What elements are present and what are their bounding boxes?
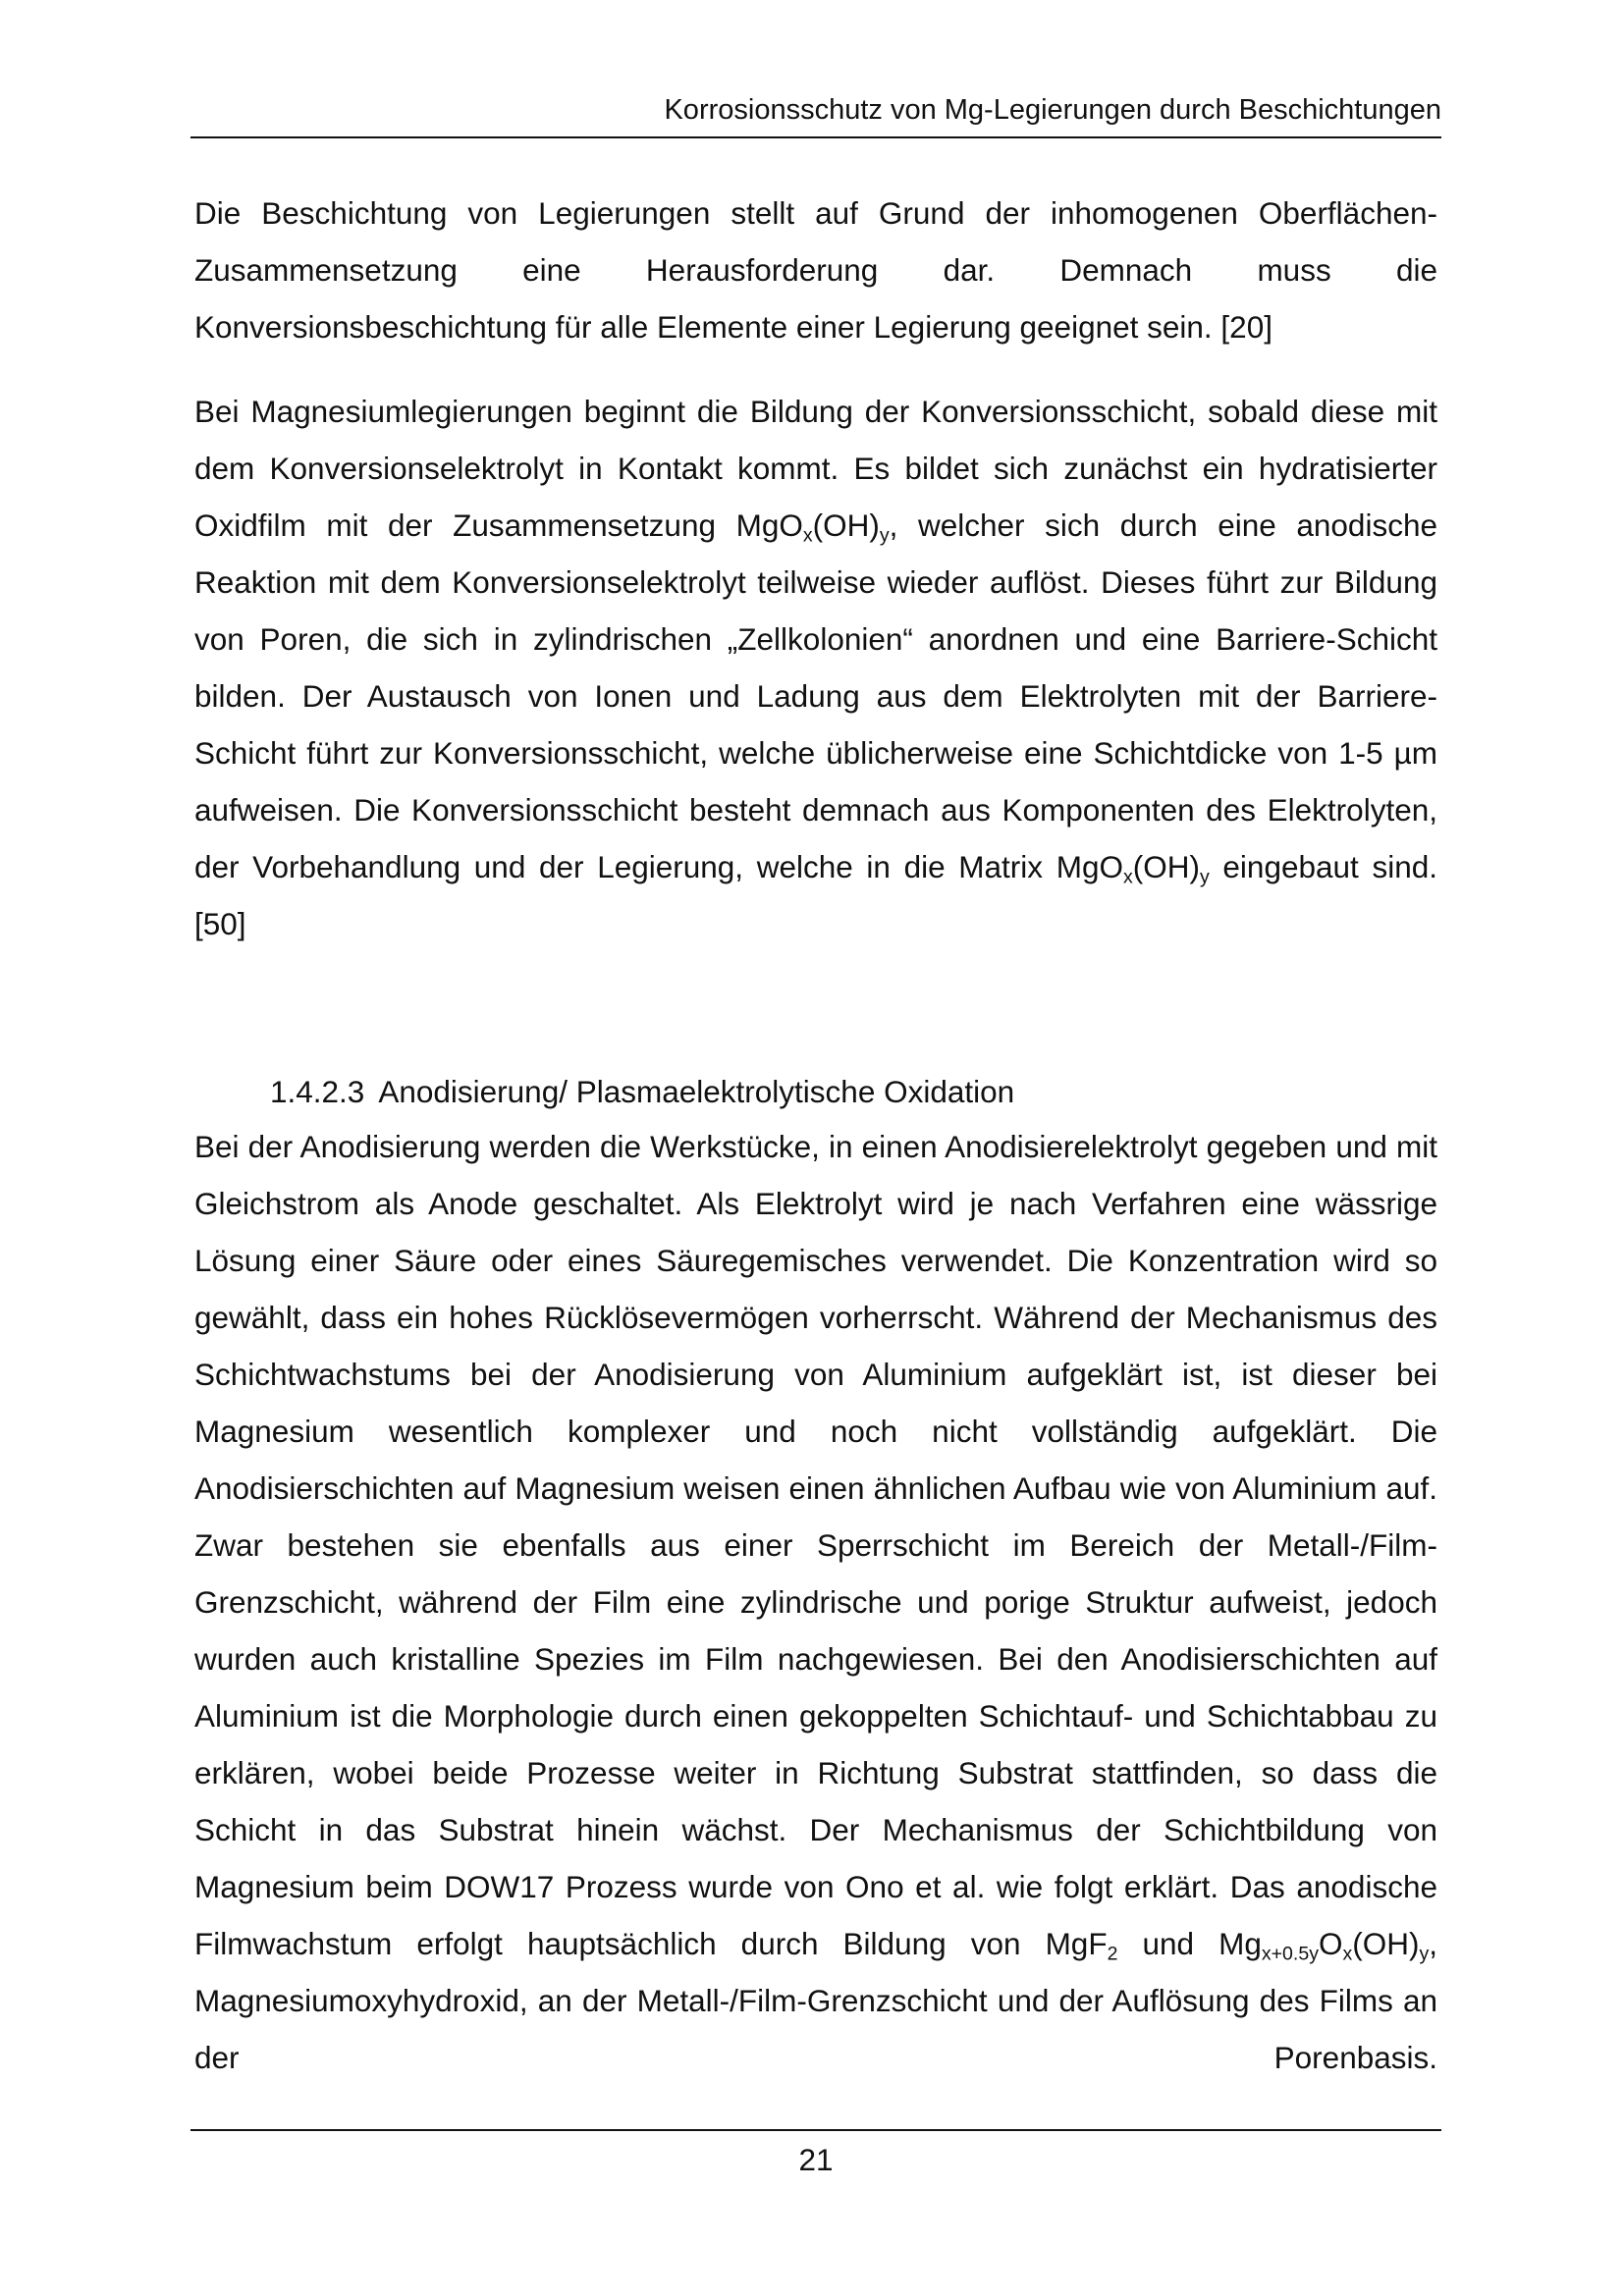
section-title: Anodisierung/ Plasmaelektrolytische Oxidation xyxy=(378,1074,1015,1109)
paragraph-anodizing xyxy=(194,1118,1437,2086)
text-segment: Bei der Anodisierung werden die Werkstücke, in einen Anodisierelektrolyt gegeben und mit Gleichstrom als Anode geschaltet. Als Elektrolyt wird je nach Verfahren eine wässrige Lösung einer Säure oder eines Säuregemisches verwendet. Die Konzentration wird so gewählt, dass ein hohes Rücklösevermögen vorherrscht. Während der Mechanismus des Schichtwachstums bei der Anodisierung von Aluminium aufgeklärt ist, ist dieser bei Magnesium wesentlich komplexer und noch nicht vollständig aufgeklärt. Die Anodisierschichten auf Magnesium weisen einen ähnlichen Aufbau wie von Aluminium auf. Zwar bestehen sie ebenfalls aus einer Sperrschicht im Bereich der Metall-/Film-Grenzschicht, während der Film eine zylindrische und porige Struktur aufweist, jedoch wurden auch kristalline Spezies im Film nachgewiesen. Bei den Anodisierschichten auf Aluminium ist die Morphologie durch einen gekoppelten Schichtauf- und Schichtabbau zu erklären, wobei beide Prozesse weiter in Richtung Substrat stattfinden, so dass die Schicht in das Substrat hinein wächst. Der Mechanismus der Schichtbildung von Magnesium beim DOW17 Prozess wurde von Ono et al. wie folgt erklärt. Das anodische Filmwachstum erfolgt hauptsächlich durch Bildung von xyxy=(194,1129,1437,1961)
formula-mgf2: MgF$_2$ xyxy=(1045,1926,1118,1965)
section-number: 1.4.2.3 xyxy=(270,1074,365,1109)
formula-mgox-oh-y: $MgO_x(OH)_y$ xyxy=(735,507,890,547)
running-header: Korrosionsschutz von Mg-Legierungen durch Beschichtungen xyxy=(664,94,1441,126)
formula-mgox-oh-y: $MgO_x(OH)_y$ xyxy=(1056,849,1210,888)
paragraph-coating-of-alloys: Die Beschichtung von Legierungen stellt auf Grund der inhomogenen Oberflächen-Zusammensetzung eine Herausforderung dar. Demnach muss die Konversionsbeschichtung für alle Elemente einer Legierung geeignet sein. [20] xyxy=(194,195,1437,345)
footer-rule xyxy=(190,2129,1441,2131)
header-rule xyxy=(190,136,1441,138)
section-heading xyxy=(270,1063,1014,1120)
paragraph-conversion-layer-formation xyxy=(194,383,1437,952)
text-segment: Bei Magnesiumlegierungen beginnt die Bildung der Konversionsschicht, sobald diese mit dem Konversionselektrolyt in Kontakt kommt. Es bildet sich zunächst ein hydratisierter Oxidfilm mit der Zusammensetzung xyxy=(194,394,1437,543)
text-segment: eingebaut sind. [50] xyxy=(194,849,1437,941)
page-number: 21 xyxy=(798,2142,834,2177)
text-segment: , welcher sich durch eine anodische Reaktion mit dem Konversionselektrolyt teilweise wieder auflöst. Dieses führt zur Bildung von Poren, die sich in zylindrischen „Zellkolonien“ anordnen und eine Barriere-Schicht bilden. Der Austausch von Ionen und Ladung aus dem Elektrolyten mit der Barriere-Schicht führt zur Konversionsschicht, welche üblicherweise eine Schichtdicke von 1-5 µm aufweisen. Die Konversionsschicht besteht demnach aus Komponenten des Elektrolyten, der Vorbehandlung und der Legierung, welche in die Matrix xyxy=(194,507,1437,884)
text-segment: und xyxy=(1117,1926,1219,1961)
text-segment: , Magnesiumoxyhydroxid, an der Metall-/Film-Grenzschicht und der Auflösung des Films an der Porenbasis. xyxy=(194,1926,1437,2075)
formula-mg-oxyhydroxide: $Mg_{x+0.5y}O_x(OH)_y$ xyxy=(1218,1926,1430,1965)
